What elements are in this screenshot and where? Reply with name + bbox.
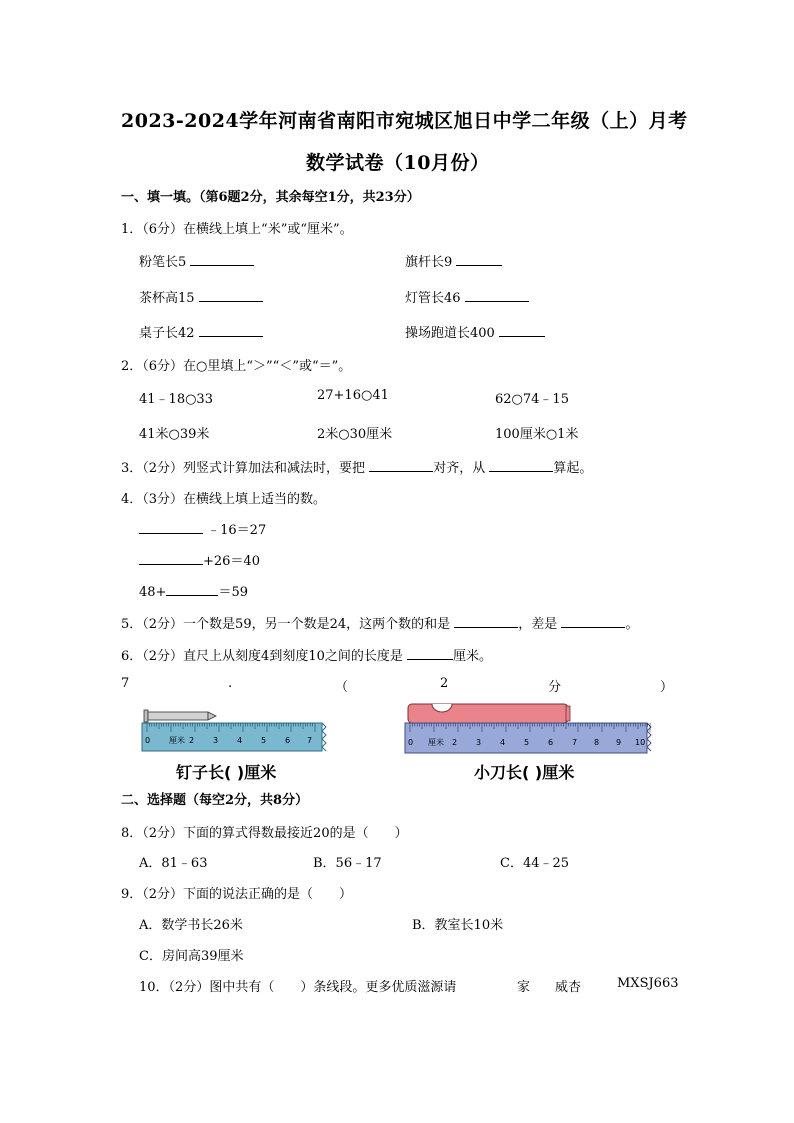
q7-unit: 分 xyxy=(548,680,562,695)
ruler-tick-label: 8 xyxy=(594,738,600,747)
q9-option-c[interactable]: C．房间高39厘米 xyxy=(139,949,244,964)
question-8-stem: 8．（2分）下面的算式得数最接近20的是（ ） xyxy=(121,826,408,841)
q1-item: 茶杯高15 xyxy=(139,287,263,306)
answer-blank[interactable] xyxy=(407,647,453,660)
q2-item: 100厘米○1米 xyxy=(495,427,579,442)
q8-option-b[interactable]: B．56﹣17 xyxy=(313,856,382,871)
question-9-stem: 9．（2分）下面的说法正确的是（ ） xyxy=(121,887,353,902)
nail-ruler-figure xyxy=(140,706,330,756)
exam-title-line1: 2023-2024学年河南省南阳市宛城区旭日中学二年级（上）月考 xyxy=(121,110,688,132)
ruler-tick-label: 3 xyxy=(213,736,219,745)
ruler-tick-label: 2 xyxy=(452,738,458,747)
q10-word: 威杏 xyxy=(555,980,582,995)
ruler-tick-label: 9 xyxy=(616,738,622,747)
exam-title-line2: 数学试卷（10月份） xyxy=(306,152,490,174)
q7-close-paren: ） xyxy=(660,680,674,695)
knife-icon xyxy=(408,704,570,723)
q7-number: 7 xyxy=(121,676,130,691)
ruler-unit-label: 厘米 xyxy=(428,738,444,747)
q7-open-paren: （ xyxy=(335,680,349,695)
q10-code: MXSJ663 xyxy=(617,976,679,991)
q8-option-a[interactable]: A．81﹣63 xyxy=(139,856,208,871)
q4-line: 48+ ＝59 xyxy=(139,585,248,600)
q7-score: 2 xyxy=(440,676,449,691)
q1-item: 操场跑道长400 xyxy=(405,322,545,341)
q4-line: ﹣16＝27 xyxy=(139,519,266,538)
knife-length-caption: 小刀长( )厘米 xyxy=(474,763,575,782)
ruler-tick-label: 6 xyxy=(548,738,554,747)
q10-word: 家 xyxy=(517,980,531,995)
question-4-stem: 4．（3分）在横线上填上适当的数。 xyxy=(121,492,327,507)
answer-blank[interactable] xyxy=(454,615,518,628)
answer-blank[interactable] xyxy=(199,289,263,302)
q9-option-a[interactable]: A．数学书长26米 xyxy=(139,918,243,933)
answer-blank[interactable] xyxy=(465,289,529,302)
q2-item: 62○74﹣15 xyxy=(495,392,569,407)
ruler-tick-label: 5 xyxy=(261,736,267,745)
knife-ruler-figure xyxy=(402,700,654,756)
question-3: 3．（2分）列竖式计算加法和减法时，要把 对齐，从 算起。 xyxy=(121,461,593,476)
answer-blank[interactable] xyxy=(369,459,433,472)
q2-item: 41米○39米 xyxy=(139,427,210,442)
answer-blank[interactable] xyxy=(456,253,502,266)
ruler-tick-label: 0 xyxy=(145,736,151,745)
q2-item: 27+16○41 xyxy=(317,388,389,403)
answer-blank[interactable] xyxy=(199,324,263,337)
ruler-tick-label: 10 xyxy=(635,738,646,747)
q4-line: +26＝40 xyxy=(139,550,260,569)
answer-blank[interactable] xyxy=(489,459,553,472)
answer-blank[interactable] xyxy=(166,583,218,596)
q1-item: 旗杆长9 xyxy=(405,251,502,270)
answer-blank[interactable] xyxy=(139,552,203,565)
ruler-tick-label: 7 xyxy=(307,736,313,745)
answer-blank[interactable] xyxy=(499,324,545,337)
ruler-tick-label: 4 xyxy=(237,736,243,745)
ruler-tick-label: 6 xyxy=(285,736,291,745)
nail-length-caption: 钉子长( )厘米 xyxy=(176,763,277,782)
question-1-stem: 1．（6分）在横线上填上“米”或“厘米”。 xyxy=(121,222,353,237)
q8-option-c[interactable]: C．44﹣25 xyxy=(500,856,570,871)
ruler-tick-label: 4 xyxy=(500,738,506,747)
answer-blank[interactable] xyxy=(190,253,254,266)
ruler-unit-label: 厘米 xyxy=(169,736,185,745)
question-10-stem: 10．（2分）图中共有（ ）条线段。更多优质滋源请 xyxy=(139,980,457,995)
q9-option-b[interactable]: B．教室长10米 xyxy=(412,918,504,933)
section-choice-heading: 二、选择题（每空2分，共8分） xyxy=(121,793,309,808)
q1-item: 桌子长42 xyxy=(139,322,263,341)
q1-item: 粉笔长5 xyxy=(139,251,254,270)
ruler-tick-label: 3 xyxy=(476,738,482,747)
ruler-tick-label: 2 xyxy=(189,736,195,745)
q7-dot: . xyxy=(228,676,233,691)
ruler-tick-label: 7 xyxy=(572,738,578,747)
answer-blank[interactable] xyxy=(561,615,625,628)
answer-blank[interactable] xyxy=(139,521,203,534)
ruler-tick-label: 0 xyxy=(408,738,414,747)
nail-icon xyxy=(144,710,216,722)
question-6: 6．（2分）直尺上从刻度4到刻度10之间的长度是 厘米。 xyxy=(121,649,493,664)
q2-item: 41﹣18○33 xyxy=(139,392,213,407)
section-fill-in-heading: 一、填一填。（第6题2分，其余每空1分，共23分） xyxy=(121,190,420,205)
question-5: 5．（2分）一个数是59，另一个数是24，这两个数的和是 ，差是 。 xyxy=(121,617,639,632)
question-2-stem: 2．（6分）在○里填上“＞”“＜”或“＝”。 xyxy=(121,359,352,374)
q2-item: 2米○30厘米 xyxy=(317,427,393,442)
q1-item: 灯管长46 xyxy=(405,287,529,306)
ruler-tick-label: 5 xyxy=(524,738,530,747)
